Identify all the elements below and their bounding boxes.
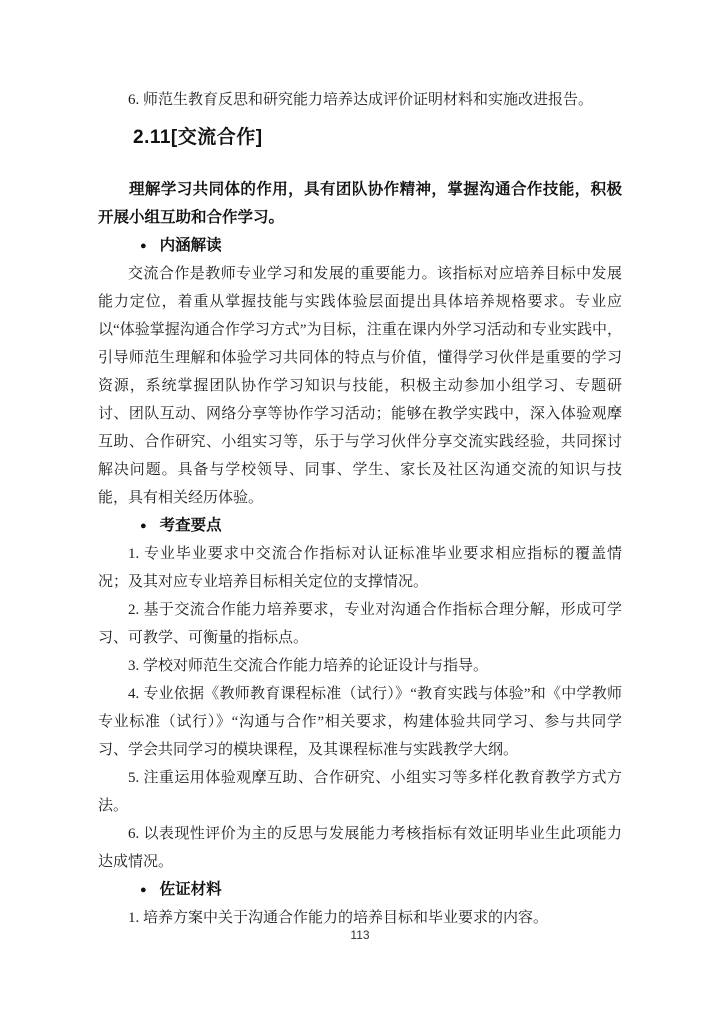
paragraph-key-point-1: 1. 专业毕业要求中交流合作指标对认证标准毕业要求相应指标的覆盖情况；及其对应专业培养目标相关定位的支撑情况。 [98,546,622,590]
document-content [98,86,622,932]
paragraph-supporting-material-1: 1. 培养方案中关于沟通合作能力的培养目标和毕业要求的内容。 [128,910,549,926]
paragraph-connotation: 交流合作是教师专业学习和发展的重要能力。该指标对应培养目标中发展能力定位，着重从掌握技能与实践体验层面提出具体培养规格要求。专业应以“体验掌握沟通合作学习方式”为目标，注重在课内外学习活动和专业实践中，引导师范生理解和体验学习共同体的特点与价值，懂得学习伙伴是重要的学习资源，系统掌握团队协作学习知识与技能，积极主动参加小组学习、专题研讨、团队互动、网络分享等协作学习活动；能够在教学实践中，深入体验观摩互助、合作研究、小组实习等，乐于与学习伙伴分享交流实践经验，共同探讨解决问题。具备与学校领导、同事、学生、家长及社区沟通交流的知识与技能，具有相关经历体验。 [98,266,622,506]
page-number: 113 [350,928,370,942]
paragraph-key-point-6: 6. 以表现性评价为主的反思与发展能力考核指标有效证明毕业生此项能力达成情况。 [98,826,622,870]
paragraph-key-point-3: 3. 学校对师范生交流合作能力培养的论证设计与指导。 [128,658,489,674]
paragraph-evidence-item-6: 6. 师范生教育反思和研究能力培养达成评价证明材料和实施改进报告。 [128,92,594,108]
bullet-heading-connotation [98,232,622,260]
paragraph-key-point-5: 5. 注重运用体验观摩互助、合作研究、小组实习等多样化教育教学方式方法。 [98,770,622,814]
bullet-heading-label: 考查要点 [159,517,222,534]
paragraph-key-point-4: 4. 专业依据《教师教育课程标准（试行）》“教育实践与体验”和《中学教师专业标准（试行）》“沟通与合作”相关要求，构建体验共同学习、参与共同学习、学会共同学习的模块课程，及其课程标准与实践教学大纲。 [98,686,622,758]
section-heading-2-11: 2.11[交流合作] [133,127,263,148]
bullet-heading-label: 内涵解读 [159,237,222,254]
bullet-heading-key-points [98,512,622,540]
bullet-icon: ● [140,520,147,532]
bullet-icon: ● [140,884,147,896]
bullet-icon: ● [140,240,147,252]
bullet-heading-supporting-materials [98,876,622,904]
paragraph-key-point-2: 2. 基于交流合作能力培养要求，专业对沟通合作指标合理分解，形成可学习、可教学、可衡量的指标点。 [98,602,622,646]
lead-paragraph: 理解学习共同体的作用，具有团队协作精神，掌握沟通合作技能，积极开展小组互助和合作学习。 [98,181,622,226]
bullet-heading-label: 佐证材料 [159,881,222,898]
